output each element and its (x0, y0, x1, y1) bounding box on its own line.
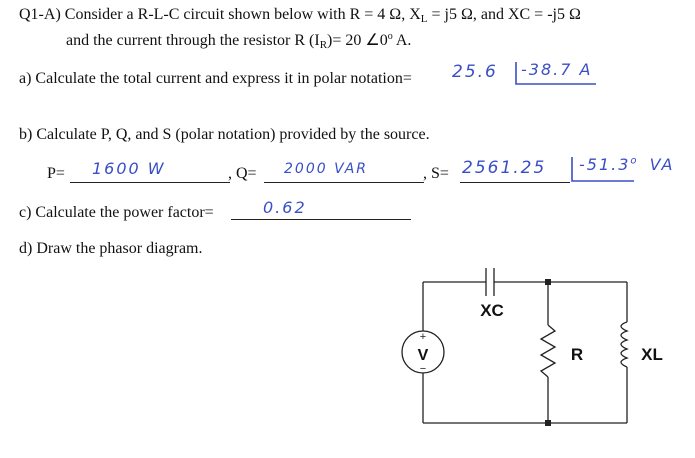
p-label: P= (47, 165, 65, 182)
source-label: V (417, 347, 429, 364)
inductor-coil (621, 322, 627, 367)
s-answer-magnitude: 2561.25 (462, 158, 547, 178)
resistor-label: R (570, 345, 584, 364)
s-label: , S= (423, 165, 449, 182)
s-degree-mark: o (630, 155, 639, 167)
part-c-question: c) Calculate the power factor= (19, 204, 214, 221)
inductor-label: XL (641, 345, 663, 364)
part-b-question: b) Calculate P, Q, and S (polar notation) provided by the source. (19, 126, 430, 143)
degree-mark: o (387, 31, 393, 42)
plus-sign: + (419, 331, 427, 343)
q-answer: 2000 VAR (284, 161, 369, 177)
title-text-1: Q1-A) Consider a R-L-C circuit shown below with R = 4 Ω, X (19, 6, 421, 23)
part-c-answer: 0.62 (263, 198, 307, 217)
minus-sign: − (419, 363, 427, 375)
q-label: , Q= (228, 165, 257, 182)
title-unit: A. (392, 32, 412, 49)
s-angle-value: -51.3 (579, 155, 631, 174)
part-a-answer-magnitude: 25.6 (452, 62, 498, 82)
resistor-zigzag (541, 325, 555, 377)
capacitor-label: XC (480, 301, 504, 320)
p-answer: 1600 W (92, 159, 166, 178)
part-a-answer-angle: -38.7 A (521, 60, 593, 79)
xl-subscript: L (420, 13, 428, 25)
junction-bottom (545, 420, 551, 426)
title-text-2-end: )= 20 ∠0 (327, 32, 388, 49)
part-d-question: d) Draw the phasor diagram. (19, 240, 203, 257)
ir-subscript: R (319, 39, 328, 51)
junction-top (545, 279, 551, 285)
part-a-question: a) Calculate the total current and express it in polar notation= (19, 70, 412, 87)
title-text-2: and the current through the resistor R (I (66, 32, 320, 49)
title-text-1-end: = j5 Ω, and XC = -j5 Ω (427, 6, 581, 23)
s-unit: VA (649, 155, 675, 174)
